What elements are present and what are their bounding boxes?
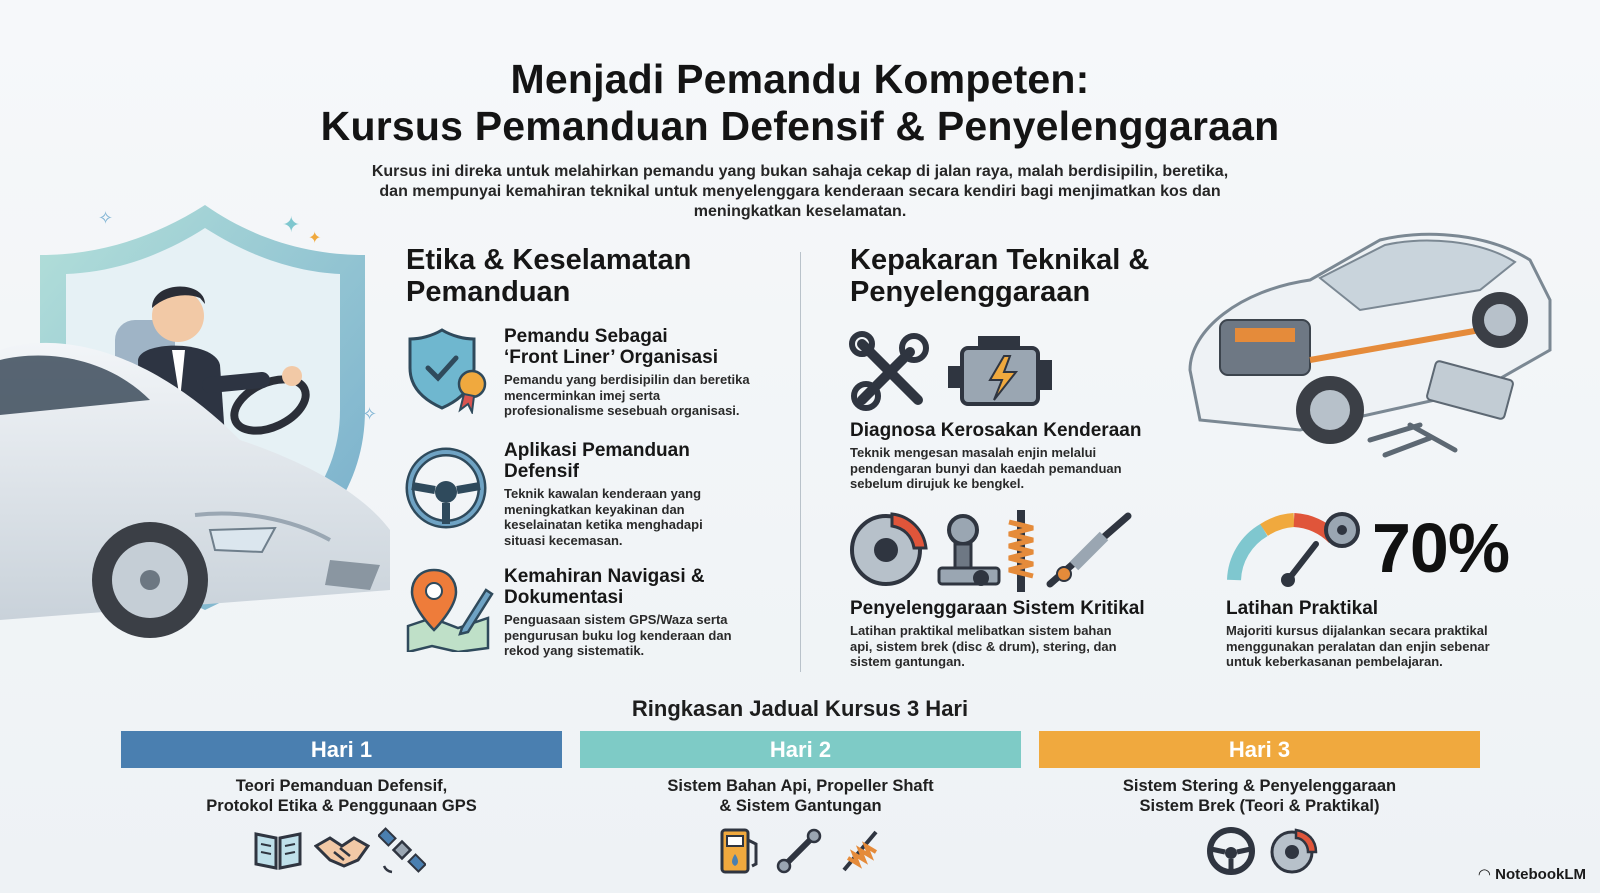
gauge-gear-icon — [1224, 508, 1364, 588]
wrench-icon — [848, 330, 932, 414]
steering-wheel-icon — [404, 446, 488, 530]
propeller-shaft-icon — [774, 826, 824, 876]
day-3-bar: Hari 3 — [1039, 731, 1480, 768]
day-3-text: Sistem Stering & Penyelenggaraan Sistem Brek (Teori & Praktikal) — [1122, 777, 1397, 815]
brand-mark — [1479, 865, 1586, 883]
handshake-icon — [314, 830, 370, 870]
practical-percentage: 70% — [1372, 509, 1510, 587]
brake-disc-icon — [1268, 826, 1318, 876]
diagnosis-block: Diagnosa Kerosakan Kenderaan Teknik mengesan masalah enjin melalui pendengaran bunyi dan kaedah pemanduan sebelum dirujuk ke bengkel. — [850, 420, 1142, 491]
practical-block: Latihan Praktikal Majoriti kursus dijalankan secara praktikal menggunakan peralatan dan enjin sebenar untuk keberkasanan pembelajaran. — [1226, 598, 1490, 669]
notebooklm-logo-icon: ◠ — [1478, 866, 1491, 883]
section-divider — [800, 252, 801, 672]
sparkle-icon: ✦ — [282, 212, 301, 237]
shield-check-icon — [406, 326, 492, 414]
fuel-pump-part-icon — [935, 512, 1003, 592]
brand-label: NotebookLM — [1495, 865, 1586, 883]
schedule-title: Ringkasan Jadual Kursus 3 Hari — [631, 696, 969, 721]
day-1-bar: Hari 1 — [121, 731, 562, 768]
map-pin-icon — [402, 566, 494, 652]
suspension-spring-icon — [838, 826, 882, 876]
suspension-spring-icon — [1006, 510, 1036, 592]
engine-icon — [946, 330, 1056, 414]
title-line-1: Menjadi Pemandu Kompeten: — [510, 56, 1090, 102]
brake-disc-icon — [848, 508, 928, 588]
day-2-bar: Hari 2 — [580, 731, 1021, 768]
item-front-liner: Pemandu Sebagai ‘Front Liner’ Organisasi Pemandu yang berdisipilin dan beretika mencerminkan imej serta profesionalisme sesebuah organisasi. — [504, 326, 750, 418]
left-section-heading: Etika & Keselamatan Pemanduan — [406, 244, 692, 308]
page-title — [200, 56, 1400, 150]
driver-car-illustration — [0, 200, 400, 670]
steering-rack-icon — [1044, 510, 1134, 590]
intro-text: Kursus ini direka untuk melahirkan pemandu yang bukan sahaja cekap di jalan raya, malah berdisipilin, beretika, dan mempunyai kemahiran teknikal untuk menyelenggara kenderaan secara kendiri bagi menjimatkan kos dan meningkatkan keselamatan. — [371, 163, 1229, 220]
sparkle-icon: ✧ — [362, 404, 378, 424]
day-1-text: Teori Pemanduan Defensif, Protokol Etika & Penggunaan GPS — [206, 777, 477, 815]
book-icon — [252, 828, 304, 872]
steering-wheel-icon — [1206, 826, 1256, 876]
item-defensive-driving: Aplikasi Pemanduan Defensif Teknik kawalan kenderaan yang meningkatkan keyakinan dan keselainatan ketika menghadapi situasi kecemasan. — [504, 440, 703, 548]
sparkle-icon: ✦ — [308, 230, 322, 247]
right-section-heading: Kepakaran Teknikal & Penyelenggaraan — [850, 244, 1150, 308]
fuel-pump-icon — [718, 826, 762, 876]
maintenance-block: Penyelenggaraan Sistem Kritikal Latihan praktikal melibatkan sistem bahan api, sistem brek (disc & drum), stering, dan sistem gantungan. — [850, 598, 1145, 669]
title-line-2: Kursus Pemanduan Defensif & Penyelenggaraan — [320, 103, 1280, 149]
car-cutaway-illustration — [1180, 210, 1560, 470]
item-navigation: Kemahiran Navigasi & Dokumentasi Penguasaan sistem GPS/Waza serta pengurusan buku log kenderaan dan rekod yang sistematik. — [504, 566, 732, 658]
satellite-icon — [378, 826, 426, 874]
day-2-text: Sistem Bahan Api, Propeller Shaft & Sistem Gantungan — [667, 777, 934, 815]
sparkle-icon: ✧ — [98, 208, 114, 228]
